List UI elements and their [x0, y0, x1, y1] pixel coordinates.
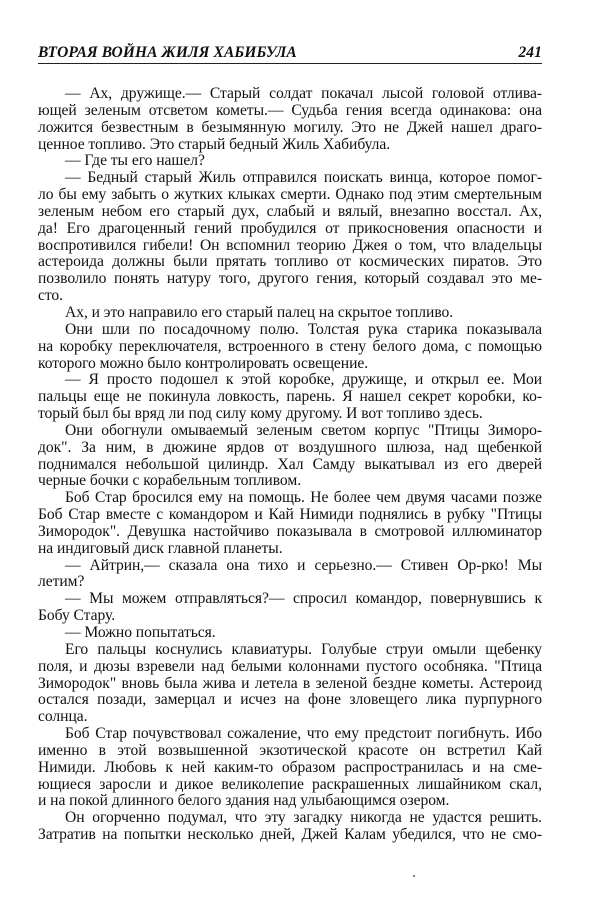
running-title: ВТОРАЯ ВОЙНА ЖИЛЯ ХАБИБУЛА [38, 44, 297, 61]
text-line: именно в этой возвышенной экзотической красоте он встретил Кай [38, 741, 542, 759]
text-line: зеленым небом его старый дух, слабый и вялый, внезапно восстал. Ах, [38, 202, 542, 220]
text-line: — Ах, дружище.— Старый солдат покачал лысой головой отлива- [65, 85, 542, 102]
text-line: поля, и дюзы взревели над белыми колоннами пустого особняка. "Птица [38, 657, 542, 675]
text-line: Зимородок" вновь была жива и летела в зеленой бездне кометы. Астероид [38, 674, 542, 692]
text-line: Ах, и это направило его старый палец на скрытое топливо. [65, 303, 454, 321]
text-line: Боб Стар почувствовал сожаление, что ему предстоит погибнуть. Ибо [65, 725, 542, 743]
page-number: 241 [518, 44, 542, 61]
text-line: позволило понять натуру того, другого гения, который создавал это ме- [38, 270, 542, 288]
text-line: док". За ним, в дюжине ярдов от воздушного шлюза, над щебенкой [38, 438, 542, 456]
text-line: сто. [38, 287, 64, 305]
text-line: ло бы ему забыть о жутких клыках смерти. Однако под этим смертельным [38, 186, 542, 204]
book-page [38, 44, 542, 844]
text-line: Его пальцы коснулись клавиатуры. Голубые струи омыли щебенку [65, 640, 542, 658]
text-line: — Мы можем отправляться?— спросил командор, повернувшись к [65, 590, 542, 608]
text-line: остался позади, замерцал и исчез на фоне зловещего лика пурпурного [38, 691, 542, 709]
text-line: — Где ты его нашел? [65, 152, 205, 170]
text-line: — Я просто подошел к этой коробке, дружище, и открыл ее. Мои [65, 371, 542, 389]
text-line: на индиговый диск главной планеты. [38, 539, 283, 557]
text-line: — Можно попытаться. [65, 624, 216, 641]
text-line: поднимался небольшой цилиндр. Хал Самду выкатывал из его дверей [38, 455, 542, 473]
text-line: солнца. [38, 708, 88, 726]
text-line: которого можно было контролировать освещение. [38, 354, 369, 372]
text-line: Бобу Стару. [38, 607, 116, 625]
text-line: астероида должны были прятать топливо от космических пиратов. Это [38, 253, 542, 271]
text-line: ющиеся заросли и дикое великолепие раскрашенных лишайником скал, [38, 775, 542, 793]
text-line: Нимиди. Любовь к ней каким-то образом распространилась и на сме- [38, 758, 542, 776]
text-line: Он огорченно подумал, что эту загадку никогда не удастся решить. [65, 809, 542, 827]
text-line: Зимородок". Девушка настойчиво показывала в смотровой иллюминатор [38, 522, 542, 540]
body-text [38, 86, 542, 844]
text-line: на коробку переключателя, встроенного в стену белого дома, с помощью [38, 337, 542, 355]
text-line: пальцы еще не покинула ловкость, парень. Я нашел секрет коробки, ко- [38, 388, 542, 406]
text-line: Они обогнули омываемый зеленым светом корпус "Птицы Зиморо- [65, 421, 542, 439]
text-line: Затратив на попытки несколько дней, Джей Калам убедился, что не смо- [38, 826, 542, 844]
text-line: Они шли по посадочному полю. Толстая рука старика показывала [65, 320, 542, 338]
text-line: — Бедный старый Жиль отправился поискать винца, которое помог- [65, 169, 542, 187]
running-header [38, 44, 542, 64]
text-line: летим? [38, 573, 85, 591]
text-line: Боб Стар вместе с командором и Кай Нимиди поднялись в рубку "Птицы [38, 506, 542, 524]
text-line: воспротивился гибели! Он вспомнил теорию Джея о том, что владельцы [38, 236, 542, 254]
text-line: ложится безвестным в безымянную могилу. Это не Джей нашел драго- [38, 118, 542, 136]
text-line: торый был бы вряд ли под силу кому другому. И вот топливо здесь. [38, 405, 483, 423]
text-line: да! Его драгоценный гений пробудился от прикосновения опасности и [38, 219, 542, 237]
text-line: Боб Стар бросился ему на помощь. Не более чем двумя часами позже [65, 489, 542, 507]
scan-speck [413, 875, 415, 877]
text-line: и на покой длинного белого здания над улыбающимся озером. [38, 792, 450, 810]
text-line: черные бочки с корабельным топливом. [38, 472, 302, 490]
text-line: ценное топливо. Это старый бедный Жиль Хабибула. [38, 135, 391, 153]
text-line: — Айтрин,— сказала она тихо и серьезно.— Стивен Ор-рко! Мы [65, 556, 542, 574]
text-line: ющей зеленым отсветом кометы.— Судьба гения всегда одинакова: она [38, 101, 542, 119]
